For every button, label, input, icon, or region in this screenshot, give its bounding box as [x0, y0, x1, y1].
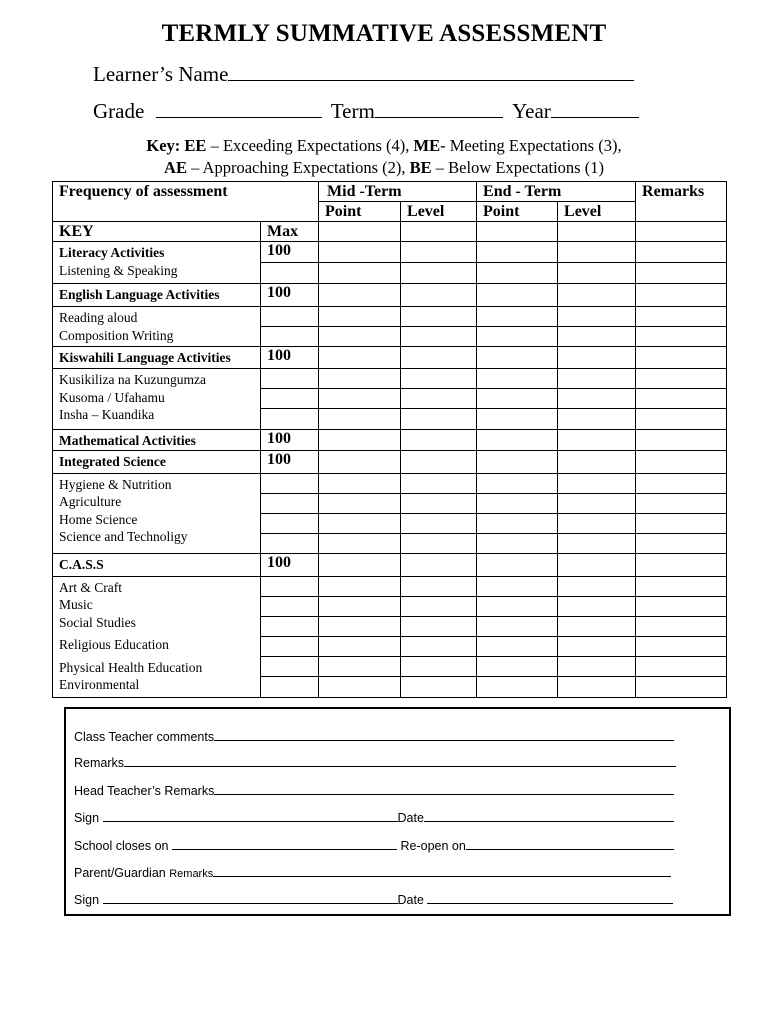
ee-text: – Exceeding Expectations (4), [206, 136, 414, 155]
learner-name-row [93, 62, 634, 87]
activity-item: Composition Writing [59, 327, 174, 343]
math-title: Mathematical Activities [53, 430, 261, 451]
key-label: Key: [146, 136, 181, 155]
cell[interactable] [319, 347, 401, 369]
parent-sign-date-row [74, 891, 673, 907]
parent-label: Parent/Guardian [74, 866, 166, 880]
end-term-header: End - Term [477, 182, 636, 202]
activity-item: Religious Education [59, 637, 169, 652]
key-max-row [53, 222, 727, 242]
cass-row [53, 553, 727, 576]
activity-item: Social Studies [59, 614, 136, 630]
cell[interactable] [319, 533, 401, 553]
cell[interactable] [558, 409, 636, 430]
ae-code: AE [164, 158, 187, 177]
activity-item: Home Science [59, 511, 138, 527]
cell[interactable] [477, 222, 558, 242]
cell[interactable] [636, 533, 727, 553]
cell[interactable] [636, 676, 727, 697]
max-value: 100 [261, 450, 319, 473]
cell[interactable] [401, 307, 477, 327]
cell[interactable] [558, 327, 636, 347]
learner-name-label: Learner’s Name [93, 62, 229, 86]
cell[interactable] [401, 676, 477, 697]
cell[interactable] [477, 676, 558, 697]
cell[interactable] [477, 493, 558, 513]
cell[interactable] [401, 576, 477, 596]
cell[interactable] [401, 409, 477, 430]
cell[interactable] [477, 596, 558, 616]
head-teacher-row [74, 782, 674, 798]
activity-item: Science and Technoligy [59, 529, 188, 544]
assessment-table [52, 181, 727, 698]
grading-key [0, 135, 768, 179]
grading-key-line-2 [0, 157, 768, 179]
ae-text: – Approaching Expectations (2), [186, 158, 410, 177]
cell[interactable] [319, 389, 401, 409]
literacy-section [53, 242, 261, 284]
kiswahili-items [53, 369, 261, 430]
date-label: Date [397, 811, 424, 825]
cass-title: C.A.S.S [53, 553, 261, 576]
cell[interactable] [261, 369, 319, 389]
cell[interactable] [636, 347, 727, 369]
cell[interactable] [636, 242, 727, 263]
parent-sign-label: Sign [74, 893, 100, 907]
cell[interactable] [477, 656, 558, 676]
cell[interactable] [401, 533, 477, 553]
cass-items [53, 576, 261, 697]
remarks-row [74, 754, 676, 770]
cell[interactable] [636, 284, 727, 307]
cell[interactable] [636, 616, 727, 636]
cell[interactable] [477, 616, 558, 636]
activity-item: Art & Craft [59, 579, 122, 595]
cell[interactable] [477, 553, 558, 576]
math-row [53, 430, 727, 451]
year-field[interactable] [551, 99, 639, 118]
cell[interactable] [319, 450, 401, 473]
parent-row [74, 864, 671, 880]
cell[interactable] [319, 513, 401, 533]
cell[interactable] [636, 450, 727, 473]
remarks-label: Remarks [74, 756, 125, 770]
cell[interactable] [636, 473, 727, 493]
cell[interactable] [558, 222, 636, 242]
cell[interactable] [477, 409, 558, 430]
cell[interactable] [558, 656, 636, 676]
mid-term-header: Mid -Term [319, 182, 477, 202]
cell[interactable] [558, 616, 636, 636]
max-column-header: Max [261, 222, 319, 242]
cell[interactable] [401, 616, 477, 636]
cell[interactable] [261, 473, 319, 493]
cell[interactable] [477, 307, 558, 327]
cell[interactable] [401, 263, 477, 284]
cell[interactable] [477, 327, 558, 347]
cell[interactable] [261, 636, 319, 656]
cell[interactable] [319, 553, 401, 576]
activity-item: Music [59, 597, 93, 612]
cell[interactable] [401, 389, 477, 409]
cell[interactable] [401, 473, 477, 493]
cell[interactable] [558, 369, 636, 389]
sign-label: Sign [74, 811, 100, 825]
grade-term-year-row [93, 99, 639, 124]
reopen-field[interactable] [466, 837, 674, 850]
cell[interactable] [401, 347, 477, 369]
max-value: 100 [261, 347, 319, 369]
key-column-header: KEY [53, 222, 261, 242]
cell[interactable] [401, 242, 477, 263]
cell[interactable] [401, 656, 477, 676]
cell[interactable] [477, 347, 558, 369]
cell[interactable] [261, 656, 319, 676]
kiswahili-title: Kiswahili Language Activities [53, 347, 261, 369]
be-code: BE [409, 158, 432, 177]
cell[interactable] [319, 263, 401, 284]
cell[interactable] [319, 242, 401, 263]
cell[interactable] [558, 576, 636, 596]
cell[interactable] [558, 533, 636, 553]
cell[interactable] [636, 430, 727, 451]
cell[interactable] [319, 636, 401, 656]
cell[interactable] [319, 222, 401, 242]
end-level-header: Level [558, 202, 636, 222]
learner-name-field[interactable] [228, 62, 634, 81]
cell[interactable] [477, 513, 558, 533]
cell[interactable] [558, 347, 636, 369]
table-row [53, 473, 727, 493]
remarks-field[interactable] [124, 754, 676, 767]
cell[interactable] [261, 389, 319, 409]
cell[interactable] [636, 493, 727, 513]
max-value: 100 [261, 242, 319, 263]
cell[interactable] [401, 327, 477, 347]
cell[interactable] [401, 450, 477, 473]
cell[interactable] [261, 493, 319, 513]
table-row [53, 307, 727, 327]
max-value: 100 [261, 284, 319, 307]
cell[interactable] [401, 553, 477, 576]
header-row [53, 182, 727, 202]
cell[interactable] [636, 553, 727, 576]
cell[interactable] [558, 284, 636, 307]
school-dates-row [74, 837, 674, 853]
cell[interactable] [401, 636, 477, 656]
head-teacher-field[interactable] [214, 782, 674, 795]
table-row [53, 576, 727, 596]
cell[interactable] [401, 430, 477, 451]
cell[interactable] [477, 242, 558, 263]
max-value: 100 [261, 553, 319, 576]
cell[interactable] [636, 263, 727, 284]
cell[interactable] [558, 242, 636, 263]
activity-item: Insha – Kuandika [59, 407, 155, 422]
cell[interactable] [636, 389, 727, 409]
cell[interactable] [558, 450, 636, 473]
cell[interactable] [636, 576, 727, 596]
cell[interactable] [636, 222, 727, 242]
cell[interactable] [477, 473, 558, 493]
table-row [53, 369, 727, 389]
cell[interactable] [261, 616, 319, 636]
cell[interactable] [558, 430, 636, 451]
cell[interactable] [636, 636, 727, 656]
parent-sign-field[interactable] [103, 891, 398, 904]
parent-date-field[interactable] [427, 891, 673, 904]
cell[interactable] [401, 222, 477, 242]
cell[interactable] [261, 513, 319, 533]
school-closes-label: School closes on [74, 839, 169, 853]
english-items [53, 307, 261, 347]
cell[interactable] [636, 656, 727, 676]
cell[interactable] [477, 430, 558, 451]
science-title: Integrated Science [53, 450, 261, 473]
sign-date-row [74, 809, 674, 825]
cell[interactable] [558, 513, 636, 533]
activity-item: Environmental [59, 677, 140, 692]
cell[interactable] [636, 596, 727, 616]
parent-date-label: Date [397, 893, 424, 907]
year-label: Year [512, 99, 551, 123]
cell[interactable] [261, 409, 319, 430]
activity-item: Kusoma / Ufahamu [59, 389, 165, 405]
cell[interactable] [477, 389, 558, 409]
page-title: TERMLY SUMMATIVE ASSESSMENT [161, 20, 607, 47]
cell[interactable] [636, 327, 727, 347]
date-field[interactable] [424, 809, 674, 822]
cell[interactable] [401, 284, 477, 307]
cell[interactable] [401, 369, 477, 389]
activity-item: Reading aloud [59, 310, 138, 325]
term-label: Term [330, 99, 375, 123]
cell[interactable] [319, 616, 401, 636]
comments-box [64, 707, 731, 916]
cell[interactable] [261, 307, 319, 327]
cell[interactable] [319, 369, 401, 389]
cell[interactable] [261, 676, 319, 697]
activity-item: Kusikiliza na Kuzungumza [59, 372, 206, 387]
end-point-header: Point [477, 202, 558, 222]
cell[interactable] [401, 596, 477, 616]
cell[interactable] [319, 327, 401, 347]
cell[interactable] [636, 307, 727, 327]
cell[interactable] [319, 493, 401, 513]
head-teacher-label: Head Teacher’s Remarks [74, 784, 215, 798]
cell[interactable] [401, 513, 477, 533]
cell[interactable] [477, 263, 558, 284]
cell[interactable] [558, 473, 636, 493]
cell[interactable] [319, 409, 401, 430]
reopen-label: Re-open on [400, 839, 466, 853]
parent-remarks-label: Remarks [169, 868, 214, 880]
class-teacher-label: Class Teacher comments [74, 730, 215, 744]
grading-key-line-1 [0, 135, 768, 157]
cell[interactable] [558, 596, 636, 616]
activity-item: Listening & Speaking [59, 262, 178, 278]
class-teacher-field[interactable] [214, 728, 674, 741]
literacy-title: Literacy Activities [59, 245, 165, 260]
cell[interactable] [319, 676, 401, 697]
activity-item: Physical Health Education [59, 659, 203, 675]
cell[interactable] [319, 307, 401, 327]
mid-level-header: Level [401, 202, 477, 222]
cell[interactable] [319, 576, 401, 596]
cell[interactable] [477, 533, 558, 553]
cell[interactable] [558, 493, 636, 513]
cell[interactable] [477, 576, 558, 596]
cell[interactable] [558, 553, 636, 576]
school-closes-field[interactable] [172, 837, 397, 850]
cell[interactable] [636, 409, 727, 430]
cell[interactable] [558, 676, 636, 697]
cell[interactable] [477, 636, 558, 656]
cell[interactable] [558, 636, 636, 656]
cell[interactable] [477, 450, 558, 473]
cell[interactable] [558, 263, 636, 284]
me-code: ME [413, 136, 441, 155]
cell[interactable] [319, 656, 401, 676]
cell[interactable] [558, 389, 636, 409]
me-text: - Meeting Expectations (3), [440, 136, 622, 155]
cell[interactable] [319, 473, 401, 493]
cell[interactable] [261, 263, 319, 284]
class-teacher-row [74, 728, 674, 744]
cell[interactable] [261, 327, 319, 347]
parent-remarks-field[interactable] [213, 864, 671, 877]
cell[interactable] [261, 576, 319, 596]
ee-code: EE [184, 136, 207, 155]
frequency-header: Frequency of assessment [53, 182, 319, 222]
term-field[interactable] [375, 99, 503, 118]
cell[interactable] [558, 307, 636, 327]
english-row [53, 284, 727, 307]
science-items [53, 473, 261, 553]
activity-item: Agriculture [59, 494, 122, 509]
be-text: – Below Expectations (1) [431, 158, 604, 177]
literacy-row [53, 242, 727, 263]
grade-label: Grade [93, 99, 145, 123]
remarks-header: Remarks [636, 182, 727, 222]
cell[interactable] [261, 596, 319, 616]
cell[interactable] [636, 513, 727, 533]
cell[interactable] [636, 369, 727, 389]
science-row [53, 450, 727, 473]
english-title: English Language Activities [53, 284, 261, 307]
cell[interactable] [319, 596, 401, 616]
activity-item: Hygiene & Nutrition [59, 476, 172, 492]
cell[interactable] [319, 284, 401, 307]
sign-field[interactable] [103, 809, 398, 822]
cell[interactable] [477, 369, 558, 389]
cell[interactable] [261, 533, 319, 553]
kiswahili-row [53, 347, 727, 369]
grade-field[interactable] [156, 99, 322, 118]
max-value: 100 [261, 430, 319, 451]
cell[interactable] [477, 284, 558, 307]
cell[interactable] [319, 430, 401, 451]
mid-point-header: Point [319, 202, 401, 222]
cell[interactable] [401, 493, 477, 513]
